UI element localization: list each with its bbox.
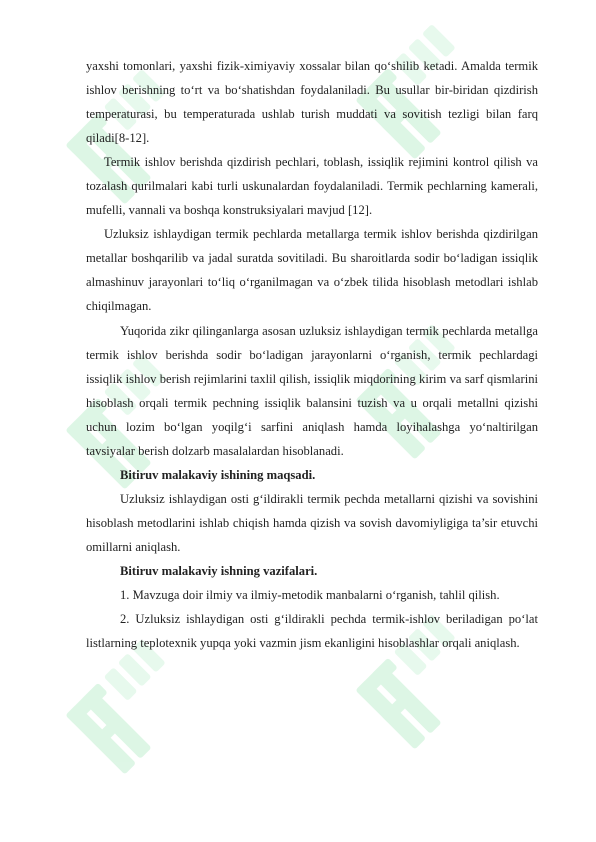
task-item-1: 1. Mavzuga doir ilmiy va ilmiy-metodik manbalarni o‘rganish, tahlil qilish.: [120, 588, 500, 603]
paragraph-4: Yuqorida zikr qilinganlarga asosan uzluksiz ishlaydigan termik pechlarda metallga termik ishlov berishda sodir bo‘ladigan jarayonlarni o‘rganish, termik pechlardagi issiqlik ishlov berish rejimlarini taxlil qilish, issiqlik miqdorining kirim va sarf qismlarini hisoblash orqali termik pechning issiqlik balansini tuzish va u orqali metallni qizishi uchun lozim bo‘lgan yoqilg‘i sarfini aniqlash hamda loyihalashga yo‘naltirilgan tavsiyalar berish dolzarb masalalardan hisoblanadi.: [86, 323, 538, 458]
document-body: [86, 54, 538, 655]
paragraph-2: Termik ishlov berishda qizdirish pechlari, toblash, issiqlik rejimini kontrol qilish va tozalash qurilmalari kabi turli uskunalardan foydalaniladi. Termik pechlarning kamerali, mufelli, vannali va boshqa konstruksiyalari mavjud [12].: [86, 155, 538, 218]
section-heading-goal: Bitiruv malakaviy ishining maqsadi.: [120, 467, 316, 482]
section-heading-tasks: Bitiruv malakaviy ishning vazifalari.: [120, 563, 318, 578]
watermark-logo: [65, 639, 201, 775]
paragraph-1: yaxshi tomonlari, yaxshi fizik-ximiyaviy xossalar bilan qo‘shilib ketadi. Amalda termik ishlov berishning to‘rt va bo‘shatishdan foydalaniladi. Bu usullar bir-biridan qizdirish temperaturasi, bu temperaturada ushlab turish muddati va sovitish tezligi bilan farq qiladi[8-12].: [86, 59, 538, 146]
paragraph-3: Uzluksiz ishlaydigan termik pechlarda metallarga termik ishlov berishda qizdirilgan metallar boshqarilib va jadal suratda sovitiladi. Bu sharoitlarda sodir bo‘ladigan issiqlik almashinuv jarayonlari to‘liq o‘rganilmagan va o‘zbek tilida hisoblash metodlari ishlab chiqilmagan.: [86, 227, 538, 314]
paragraph-goal: Uzluksiz ishlaydigan osti g‘ildirakli termik pechda metallarni qizishi va sovishini hisoblash metodlarini ishlab chiqish hamda qizish va sovish davomiyligiga ta’sir etuvchi omillarni aniqlash.: [86, 491, 538, 554]
task-item-2: 2. Uzluksiz ishlaydigan osti g‘ildirakli pechda termik-ishlov beriladigan po‘lat listlarning teplotexnik yupqa yoki vazmin jism ekanligini hisoblashlar orqali aniqlash.: [86, 612, 538, 651]
